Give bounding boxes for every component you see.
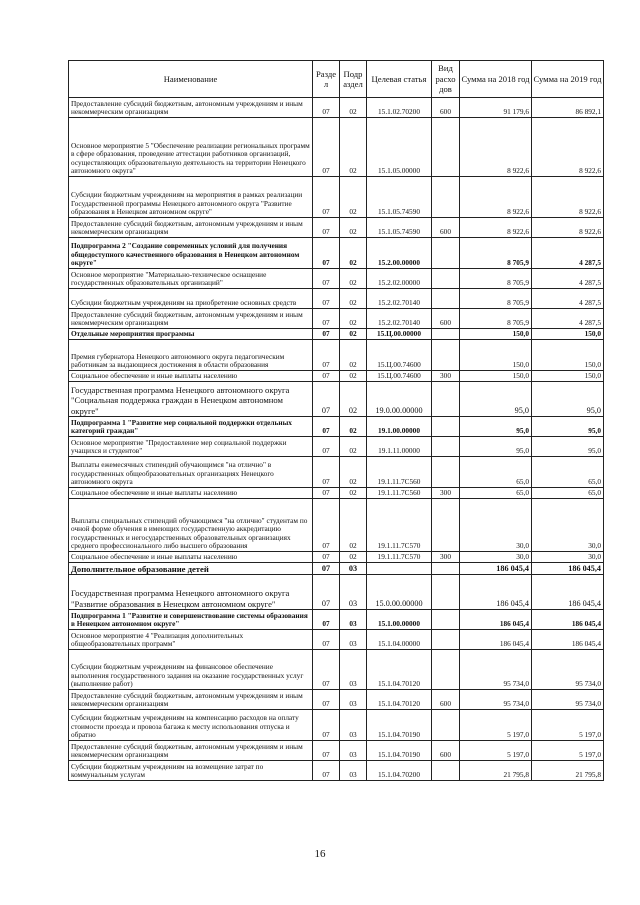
row-name: Подпрограмма 1 "Развитие и совершенствование системы образования в Ненецком автономном округе"	[69, 610, 313, 630]
row-expense-type	[432, 761, 460, 781]
row-name: Дополнительное образование детей	[69, 563, 313, 575]
table-row	[69, 218, 604, 238]
row-expense-type	[432, 610, 460, 630]
table-row	[69, 575, 604, 610]
row-target-article: 15.Ц.00.74600	[367, 371, 432, 382]
row-sum-2019: 150,0	[532, 340, 604, 371]
row-name: Социальное обеспечение и иные выплаты населению	[69, 552, 313, 563]
row-razdel: 07	[313, 289, 340, 309]
row-podrazdel: 03	[340, 630, 367, 650]
row-expense-type: 300	[432, 488, 460, 499]
row-sum-2019: 95,0	[532, 382, 604, 417]
row-podrazdel: 02	[340, 371, 367, 382]
row-razdel: 07	[313, 690, 340, 710]
row-sum-2019: 4 287,5	[532, 289, 604, 309]
row-target-article: 15.1.04.70120	[367, 690, 432, 710]
row-sum-2018: 21 795,8	[460, 761, 532, 781]
row-expense-type	[432, 563, 460, 575]
row-name: Предоставление субсидий бюджетным, автономным учреждениям и иным некоммерческим организациям	[69, 218, 313, 238]
row-sum-2018: 8 705,9	[460, 309, 532, 329]
row-sum-2019: 95,0	[532, 417, 604, 437]
row-sum-2018: 5 197,0	[460, 741, 532, 761]
row-sum-2019: 8 922,6	[532, 118, 604, 177]
row-razdel: 07	[313, 371, 340, 382]
row-razdel: 07	[313, 552, 340, 563]
table-row	[69, 417, 604, 437]
row-podrazdel: 03	[340, 710, 367, 741]
row-target-article	[367, 563, 432, 575]
row-sum-2019: 86 892,1	[532, 98, 604, 118]
row-razdel: 07	[313, 417, 340, 437]
row-sum-2018: 30,0	[460, 499, 532, 552]
row-target-article: 15.1.04.70190	[367, 710, 432, 741]
header-razdel: Разде л	[313, 61, 340, 98]
row-name: Субсидии бюджетным учреждениям на финансовое обеспечение выполнения государственного задания на оказание государственных услуг (выполнение работ)	[69, 650, 313, 690]
header-sum-2019: Сумма на 2019 год	[532, 61, 604, 98]
row-expense-type: 600	[432, 309, 460, 329]
row-razdel: 07	[313, 269, 340, 289]
row-target-article: 15.1.00.00000	[367, 610, 432, 630]
table-row	[69, 329, 604, 340]
row-podrazdel: 02	[340, 289, 367, 309]
row-target-article: 19.1.11.7С560	[367, 488, 432, 499]
table-row	[69, 269, 604, 289]
table-row	[69, 457, 604, 488]
row-sum-2018: 95,0	[460, 382, 532, 417]
row-podrazdel: 03	[340, 650, 367, 690]
row-name: Основное мероприятие "Предоставление мер социальной поддержки учащихся и студентов"	[69, 437, 313, 457]
row-expense-type: 600	[432, 98, 460, 118]
row-sum-2018: 65,0	[460, 457, 532, 488]
row-sum-2019: 8 922,6	[532, 218, 604, 238]
row-expense-type	[432, 630, 460, 650]
table-row	[69, 437, 604, 457]
row-podrazdel: 02	[340, 218, 367, 238]
row-sum-2018: 150,0	[460, 329, 532, 340]
row-sum-2019: 21 795,8	[532, 761, 604, 781]
row-sum-2018: 8 922,6	[460, 218, 532, 238]
row-sum-2018: 8 705,9	[460, 289, 532, 309]
table-row	[69, 710, 604, 741]
header-target-article: Целевая статья	[367, 61, 432, 98]
row-name: Подпрограмма 2 "Создание современных условий для получения общедоступного качественного образования в Ненецком автономном округе"	[69, 238, 313, 269]
row-expense-type	[432, 457, 460, 488]
row-name: Основное мероприятие 4 "Реализация дополнительных общеобразовательных программ"	[69, 630, 313, 650]
row-name: Отдельные мероприятия программы	[69, 329, 313, 340]
row-podrazdel: 03	[340, 690, 367, 710]
row-razdel: 07	[313, 499, 340, 552]
row-sum-2019: 95 734,0	[532, 650, 604, 690]
row-sum-2019: 30,0	[532, 552, 604, 563]
row-name: Социальное обеспечение и иные выплаты населению	[69, 371, 313, 382]
row-razdel: 07	[313, 710, 340, 741]
table-row	[69, 563, 604, 575]
row-target-article: 15.2.00.00000	[367, 238, 432, 269]
row-target-article: 19.0.00.00000	[367, 382, 432, 417]
row-podrazdel: 02	[340, 98, 367, 118]
row-sum-2018: 8 705,9	[460, 269, 532, 289]
row-expense-type: 300	[432, 552, 460, 563]
row-name: Государственная программа Ненецкого автономного округа "Социальная поддержка граждан в Ненецком автономном округе"	[69, 382, 313, 417]
row-name: Предоставление субсидий бюджетным, автономным учреждениям и иным некоммерческим организациям	[69, 98, 313, 118]
table-header-row	[69, 61, 604, 98]
row-sum-2018: 91 179,6	[460, 98, 532, 118]
table-row	[69, 177, 604, 218]
row-target-article: 15.2.02.00000	[367, 269, 432, 289]
table-row	[69, 382, 604, 417]
table-row	[69, 741, 604, 761]
table-row	[69, 761, 604, 781]
row-podrazdel: 02	[340, 269, 367, 289]
table-row	[69, 371, 604, 382]
row-sum-2019: 4 287,5	[532, 238, 604, 269]
row-expense-type	[432, 382, 460, 417]
row-sum-2018: 186 045,4	[460, 563, 532, 575]
row-expense-type: 600	[432, 741, 460, 761]
row-expense-type	[432, 269, 460, 289]
row-razdel: 07	[313, 761, 340, 781]
row-sum-2019: 65,0	[532, 457, 604, 488]
row-razdel: 07	[313, 457, 340, 488]
row-sum-2018: 186 045,4	[460, 630, 532, 650]
table-row	[69, 690, 604, 710]
row-podrazdel: 02	[340, 437, 367, 457]
row-sum-2019: 186 045,4	[532, 610, 604, 630]
row-sum-2019: 95,0	[532, 437, 604, 457]
row-podrazdel: 02	[340, 177, 367, 218]
row-razdel: 07	[313, 118, 340, 177]
row-expense-type	[432, 238, 460, 269]
table-row	[69, 488, 604, 499]
row-podrazdel: 02	[340, 309, 367, 329]
row-sum-2018: 65,0	[460, 488, 532, 499]
row-razdel: 07	[313, 650, 340, 690]
row-sum-2018: 150,0	[460, 340, 532, 371]
row-sum-2019: 4 287,5	[532, 269, 604, 289]
table-row	[69, 650, 604, 690]
row-name: Основное мероприятие 5 "Обеспечение реализации региональных программ в сфере образования, проведение аттестации работников организаций, осуществляющих образовательную деятельность на территории Ненецкого автономного округа"	[69, 118, 313, 177]
row-razdel: 07	[313, 382, 340, 417]
row-target-article: 19.1.00.00000	[367, 417, 432, 437]
row-razdel: 07	[313, 309, 340, 329]
budget-table	[68, 60, 604, 781]
row-expense-type	[432, 417, 460, 437]
row-razdel: 07	[313, 98, 340, 118]
table-row	[69, 499, 604, 552]
row-sum-2019: 186 045,4	[532, 575, 604, 610]
table-row	[69, 309, 604, 329]
row-target-article: 15.Ц.00.00000	[367, 329, 432, 340]
row-expense-type	[432, 177, 460, 218]
row-target-article: 15.1.04.70200	[367, 761, 432, 781]
row-podrazdel: 02	[340, 488, 367, 499]
header-podrazdel: Подр аздел	[340, 61, 367, 98]
table-row	[69, 340, 604, 371]
row-podrazdel: 02	[340, 417, 367, 437]
row-sum-2019: 5 197,0	[532, 710, 604, 741]
row-podrazdel: 03	[340, 575, 367, 610]
row-sum-2019: 30,0	[532, 499, 604, 552]
row-expense-type	[432, 437, 460, 457]
row-name: Выплаты специальных стипендий обучающимся "на отлично" студентам по очной форме обучения в имеющих государственную аккредитацию государственных и негосударственных образовательных организациях среднего профессионального либо высшего образования	[69, 499, 313, 552]
row-expense-type	[432, 118, 460, 177]
row-target-article: 19.1.11.7С570	[367, 552, 432, 563]
table-row	[69, 118, 604, 177]
row-target-article: 15.1.05.74590	[367, 218, 432, 238]
row-sum-2018: 150,0	[460, 371, 532, 382]
row-target-article: 15.0.00.00000	[367, 575, 432, 610]
table-row	[69, 610, 604, 630]
row-expense-type	[432, 329, 460, 340]
row-sum-2018: 95,0	[460, 417, 532, 437]
row-sum-2019: 65,0	[532, 488, 604, 499]
row-sum-2019: 150,0	[532, 329, 604, 340]
row-podrazdel: 03	[340, 610, 367, 630]
row-name: Субсидии бюджетным учреждениям на приобретение основных средств	[69, 289, 313, 309]
row-podrazdel: 02	[340, 499, 367, 552]
row-target-article: 15.1.02.70200	[367, 98, 432, 118]
row-razdel: 07	[313, 218, 340, 238]
row-sum-2018: 186 045,4	[460, 575, 532, 610]
row-podrazdel: 02	[340, 382, 367, 417]
row-razdel: 07	[313, 329, 340, 340]
table-row	[69, 630, 604, 650]
row-expense-type	[432, 289, 460, 309]
row-sum-2018: 95,0	[460, 437, 532, 457]
row-target-article: 15.2.02.70140	[367, 289, 432, 309]
row-target-article: 19.1.11.7С560	[367, 457, 432, 488]
row-target-article: 15.1.05.00000	[367, 118, 432, 177]
row-expense-type	[432, 710, 460, 741]
row-razdel: 07	[313, 238, 340, 269]
row-target-article: 15.1.04.00000	[367, 630, 432, 650]
row-name: Социальное обеспечение и иные выплаты населению	[69, 488, 313, 499]
row-expense-type	[432, 575, 460, 610]
row-sum-2019: 5 197,0	[532, 741, 604, 761]
row-podrazdel: 02	[340, 340, 367, 371]
row-podrazdel: 02	[340, 118, 367, 177]
row-expense-type	[432, 650, 460, 690]
row-podrazdel: 02	[340, 457, 367, 488]
header-expense-type: Вид расхо дов	[432, 61, 460, 98]
row-target-article: 15.1.04.70120	[367, 650, 432, 690]
table-row	[69, 289, 604, 309]
table-row	[69, 238, 604, 269]
budget-table-container	[68, 60, 603, 781]
row-sum-2019: 186 045,4	[532, 563, 604, 575]
header-sum-2018: Сумма на 2018 год	[460, 61, 532, 98]
row-name: Предоставление субсидий бюджетным, автономным учреждениям и иным некоммерческим организациям	[69, 690, 313, 710]
row-name: Государственная программа Ненецкого автономного округа "Развитие образования в Ненецком автономном округе"	[69, 575, 313, 610]
row-sum-2018: 5 197,0	[460, 710, 532, 741]
row-target-article: 15.Ц.00.74600	[367, 340, 432, 371]
row-podrazdel: 03	[340, 761, 367, 781]
row-expense-type	[432, 340, 460, 371]
row-target-article: 15.1.04.70190	[367, 741, 432, 761]
row-target-article: 19.1.11.7С570	[367, 499, 432, 552]
row-sum-2018: 8 922,6	[460, 118, 532, 177]
row-expense-type: 600	[432, 690, 460, 710]
row-sum-2018: 186 045,4	[460, 610, 532, 630]
row-razdel: 07	[313, 630, 340, 650]
row-name: Премия губернатора Ненецкого автономного округа педагогическим работникам за выдающиеся достижения в области образования	[69, 340, 313, 371]
row-name: Предоставление субсидий бюджетным, автономным учреждениям и иным некоммерческим организациям	[69, 309, 313, 329]
table-body	[69, 98, 604, 781]
row-sum-2019: 95 734,0	[532, 690, 604, 710]
row-razdel: 07	[313, 741, 340, 761]
row-sum-2018: 30,0	[460, 552, 532, 563]
row-name: Субсидии бюджетным учреждениям на компенсацию расходов на оплату стоимости проезда и провоза багажа к месту использования отпуска и обратно	[69, 710, 313, 741]
row-podrazdel: 02	[340, 238, 367, 269]
row-razdel: 07	[313, 563, 340, 575]
row-sum-2019: 8 922,6	[532, 177, 604, 218]
row-sum-2018: 8 922,6	[460, 177, 532, 218]
row-target-article: 15.2.02.70140	[367, 309, 432, 329]
row-expense-type	[432, 499, 460, 552]
row-target-article: 15.1.05.74590	[367, 177, 432, 218]
row-sum-2019: 150,0	[532, 371, 604, 382]
row-razdel: 07	[313, 340, 340, 371]
row-podrazdel: 03	[340, 563, 367, 575]
row-name: Подпрограмма 1 "Развитие мер социальной поддержки отдельных категорий граждан"	[69, 417, 313, 437]
row-podrazdel: 03	[340, 741, 367, 761]
row-razdel: 07	[313, 488, 340, 499]
row-sum-2018: 8 705,9	[460, 238, 532, 269]
row-expense-type: 300	[432, 371, 460, 382]
row-sum-2019: 4 287,5	[532, 309, 604, 329]
row-razdel: 07	[313, 610, 340, 630]
row-name: Основное мероприятие "Материально-техническое оснащение государственных образовательных организаций"	[69, 269, 313, 289]
row-sum-2018: 95 734,0	[460, 650, 532, 690]
row-podrazdel: 02	[340, 329, 367, 340]
row-name: Субсидии бюджетным учреждениям на возмещение затрат по коммунальным услугам	[69, 761, 313, 781]
row-name: Предоставление субсидий бюджетным, автономным учреждениям и иным некоммерческим организациям	[69, 741, 313, 761]
row-razdel: 07	[313, 575, 340, 610]
row-name: Субсидии бюджетным учреждениям на мероприятия в рамках реализации Государственной программы Ненецкого автономного округа "Развитие образования в Ненецком автономном округе"	[69, 177, 313, 218]
row-target-article: 19.1.11.00000	[367, 437, 432, 457]
page-number: 16	[314, 848, 326, 860]
table-row	[69, 98, 604, 118]
row-podrazdel: 02	[340, 552, 367, 563]
table-row	[69, 552, 604, 563]
row-sum-2018: 95 734,0	[460, 690, 532, 710]
header-name: Наименование	[69, 61, 313, 98]
row-sum-2019: 186 045,4	[532, 630, 604, 650]
row-name: Выплаты ежемесячных стипендий обучающимся "на отлично" в государственных общеобразовательных организациях Ненецкого автономного округа	[69, 457, 313, 488]
row-expense-type: 600	[432, 218, 460, 238]
row-razdel: 07	[313, 177, 340, 218]
row-razdel: 07	[313, 437, 340, 457]
